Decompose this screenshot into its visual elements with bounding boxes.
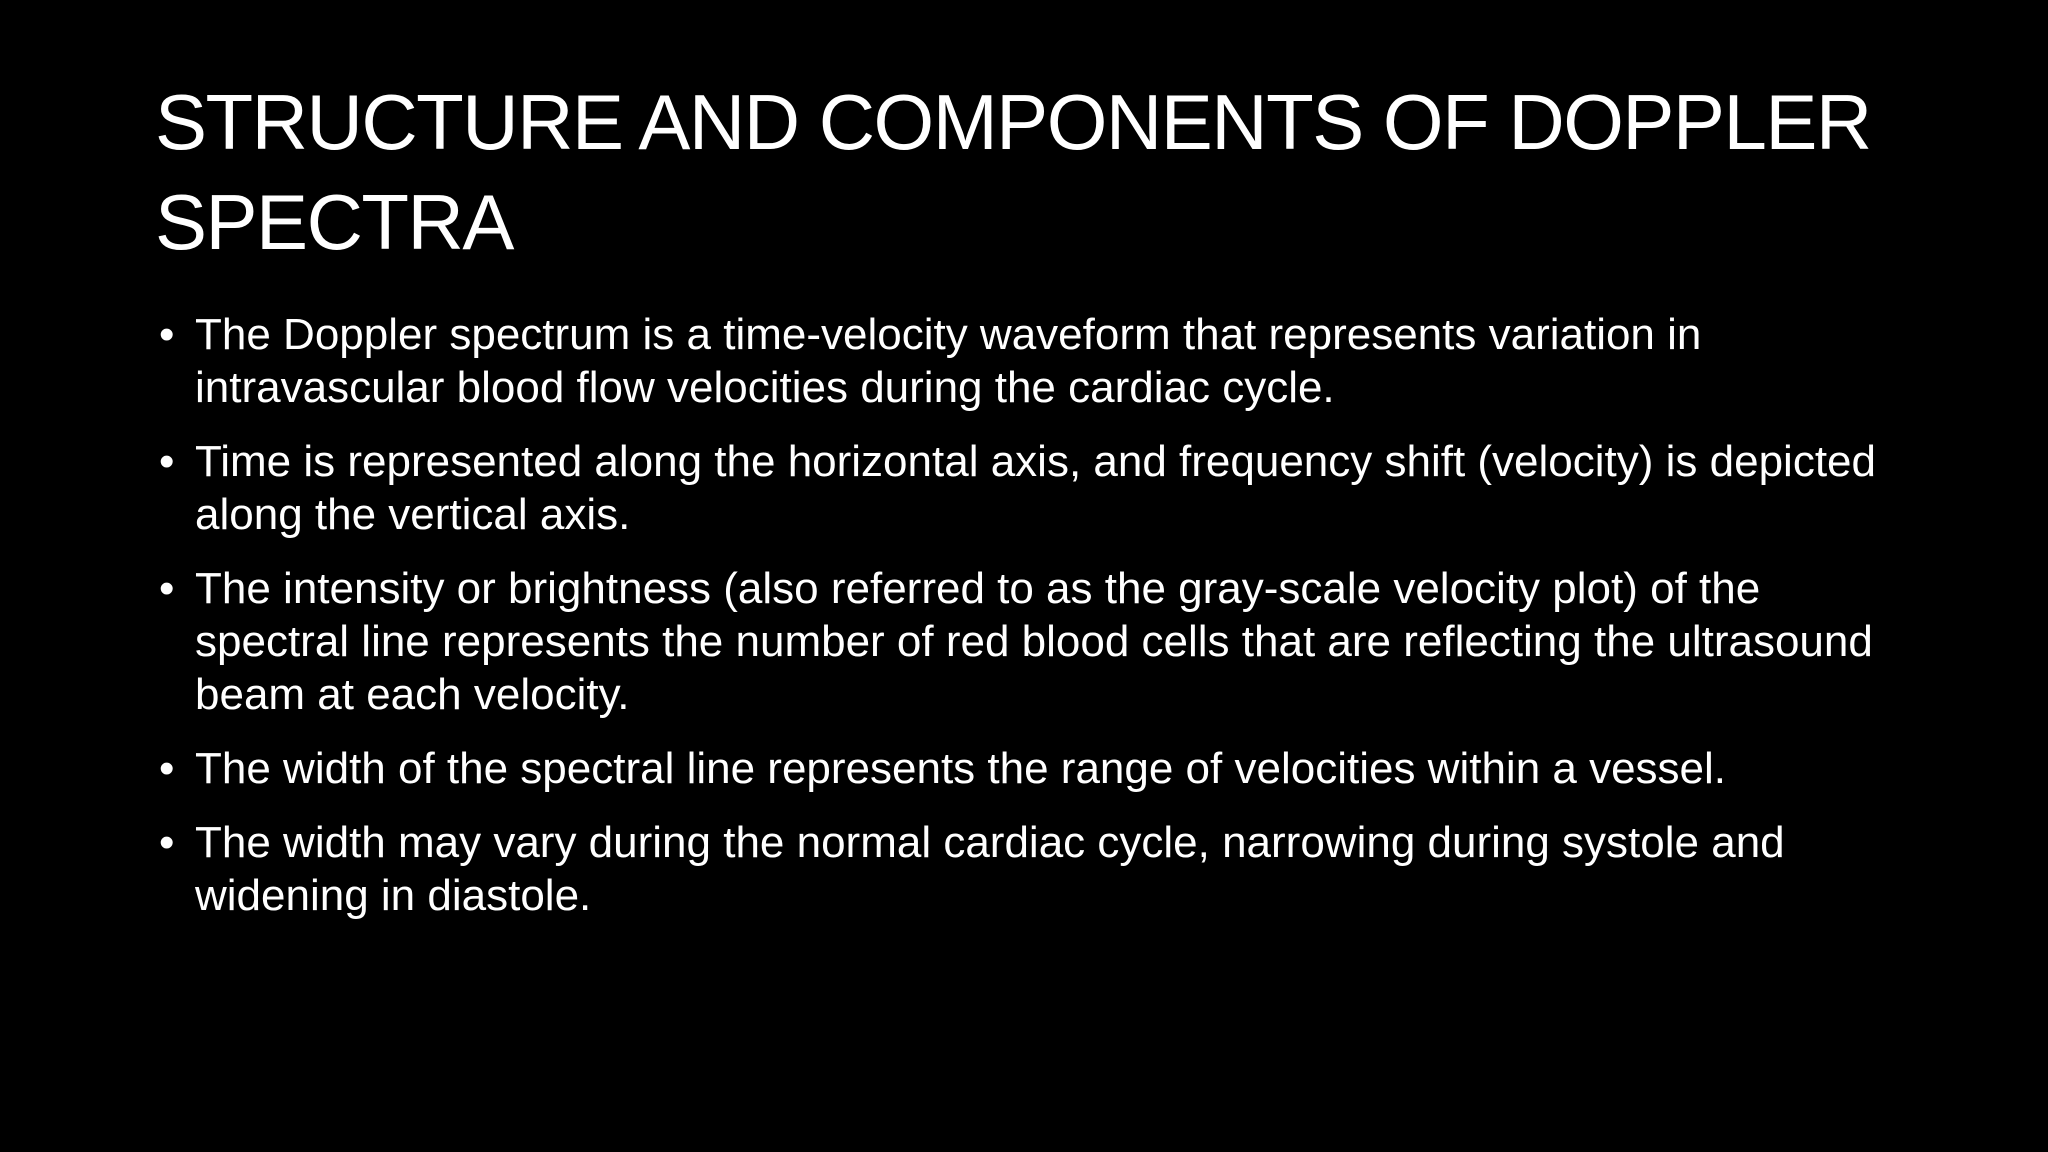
bullet-text: The Doppler spectrum is a time-velocity waveform that represents variation in intravascular blood flow velocities during the cardiac cycle. [195, 310, 1702, 412]
bullet-icon: • [159, 744, 175, 793]
slide-title: STRUCTURE AND COMPONENTS OF DOPPLER SPECTRA [155, 78, 1871, 266]
bullet-icon: • [159, 310, 175, 359]
bullet-item [155, 816, 1915, 922]
bullet-item [155, 562, 1915, 721]
bullet-text: Time is represented along the horizontal axis, and frequency shift (velocity) is depicted along the vertical axis. [195, 437, 1877, 539]
bullet-item [155, 435, 1915, 541]
bullet-icon: • [159, 818, 175, 867]
bullet-text: The width of the spectral line represents the range of velocities within a vessel. [195, 744, 1727, 793]
bullet-item [155, 742, 1915, 795]
bullet-list [155, 308, 1915, 943]
bullet-icon: • [159, 564, 175, 613]
bullet-text: The intensity or brightness (also referred to as the gray-scale velocity plot) of the spectral line represents the number of red blood cells that are reflecting the ultrasound beam at each velocity. [195, 564, 1873, 719]
bullet-text: The width may vary during the normal cardiac cycle, narrowing during systole and widening in diastole. [195, 818, 1785, 920]
bullet-icon: • [159, 437, 175, 486]
bullet-item [155, 308, 1915, 414]
